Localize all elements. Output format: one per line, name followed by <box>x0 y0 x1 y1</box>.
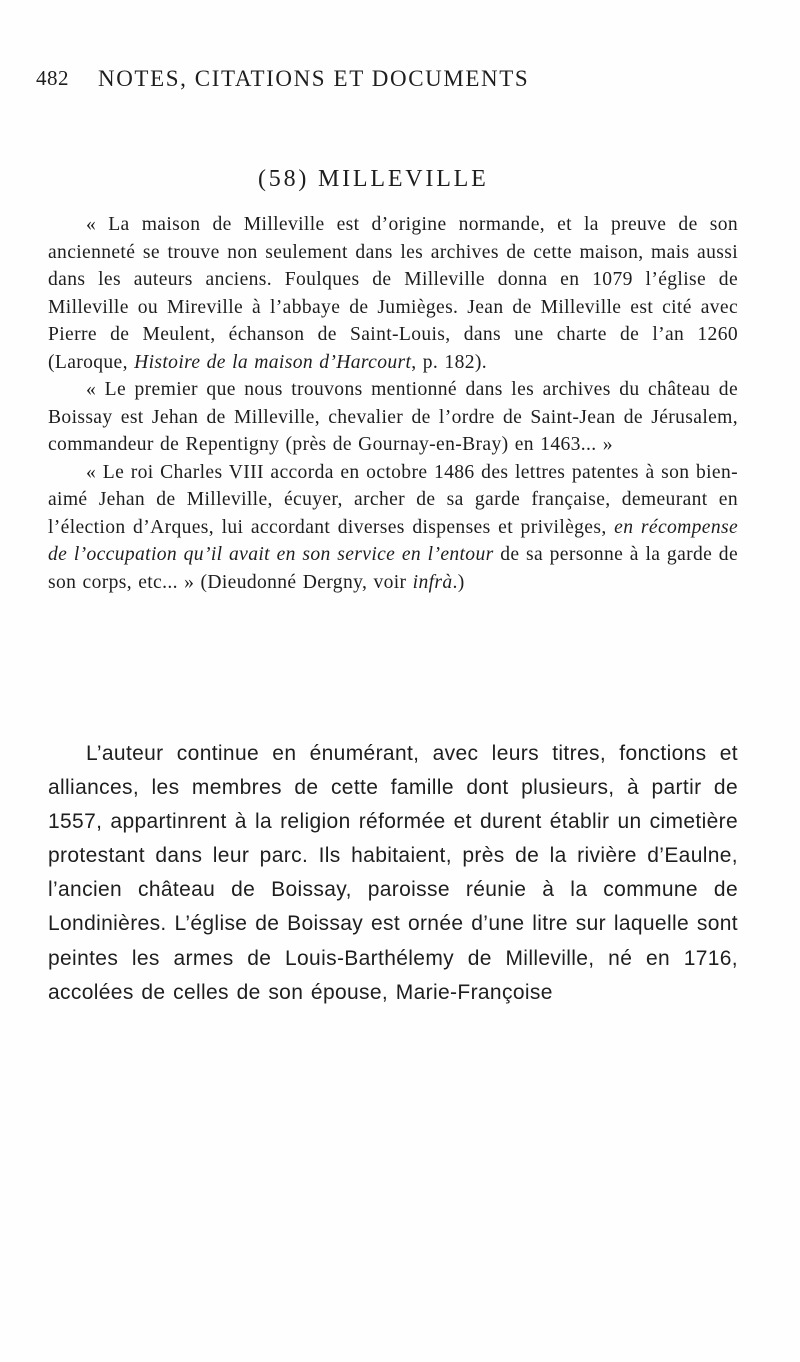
body-paragraph: L’auteur continue en énumérant, avec leurs titres, fonctions et alliances, les membres de cette famille dont plusieurs, à partir de 1557, appartinrent à la religion réformée et durent établir un cimetière protestant dans leur parc. Ils habitaient, près de la rivière d’Eaulne, l’ancien château de Boissay, paroisse réunie à la commune de Londinières. L’église de Boissay est ornée d’une litre sur laquelle sont peintes les armes de Louis-Barthélemy de Milleville, né en 1716, accolées de celles de son épouse, Marie-Françoise <box>48 742 738 1004</box>
page-number: 482 <box>36 66 69 90</box>
italic-phrase: en récompense de l’occupation qu’il avait en son service en l’entour <box>48 516 738 565</box>
running-title: NOTES, CITATIONS ET DOCUMENTS <box>98 66 530 91</box>
book-title: Histoire de la maison d’Harcourt <box>134 351 412 373</box>
body-text <box>48 737 738 1010</box>
running-head <box>36 66 736 96</box>
quote-paragraph: « Le roi Charles VIII accorda en octobre 1486 des lettres patentes à son bien-aimé Jehan de Milleville, écuyer, archer de sa garde française, demeurant en l’élection d’Arques, lui accordant diverses dispenses et privilèges, en récompense de l’occupation qu’il avait en son service en l’entour de sa personne à la garde de son corps, etc... » (Dieudonné Dergny, voir infrà.) <box>48 461 739 593</box>
quote-paragraph: « Le premier que nous trouvons mentionné dans les archives du château de Boissay est Jehan de Milleville, chevalier de l’ordre de Saint-Jean de Jérusalem, commandeur de Repentigny (près de Gournay-en-Bray) en 1463... » <box>48 379 738 455</box>
quote-paragraph: « La maison de Milleville est d’origine normande, et la preuve de son ancienneté se trouve non seulement dans les archives de cette maison, mais aussi dans les auteurs anciens. Foulques de Milleville donna en 1079 l’église de Milleville ou Mireville à l’abbaye de Jumièges. Jean de Milleville est cité avec Pierre de Meulent, échanson de Saint-Louis, dans une charte de l’an 1260 (Laroque, Histoire de la maison d’Harcourt, p. 182). <box>48 214 738 373</box>
section-heading: (58) MILLEVILLE <box>258 166 489 192</box>
italic-reference: infrà <box>412 571 453 593</box>
quotation-block <box>48 211 738 596</box>
